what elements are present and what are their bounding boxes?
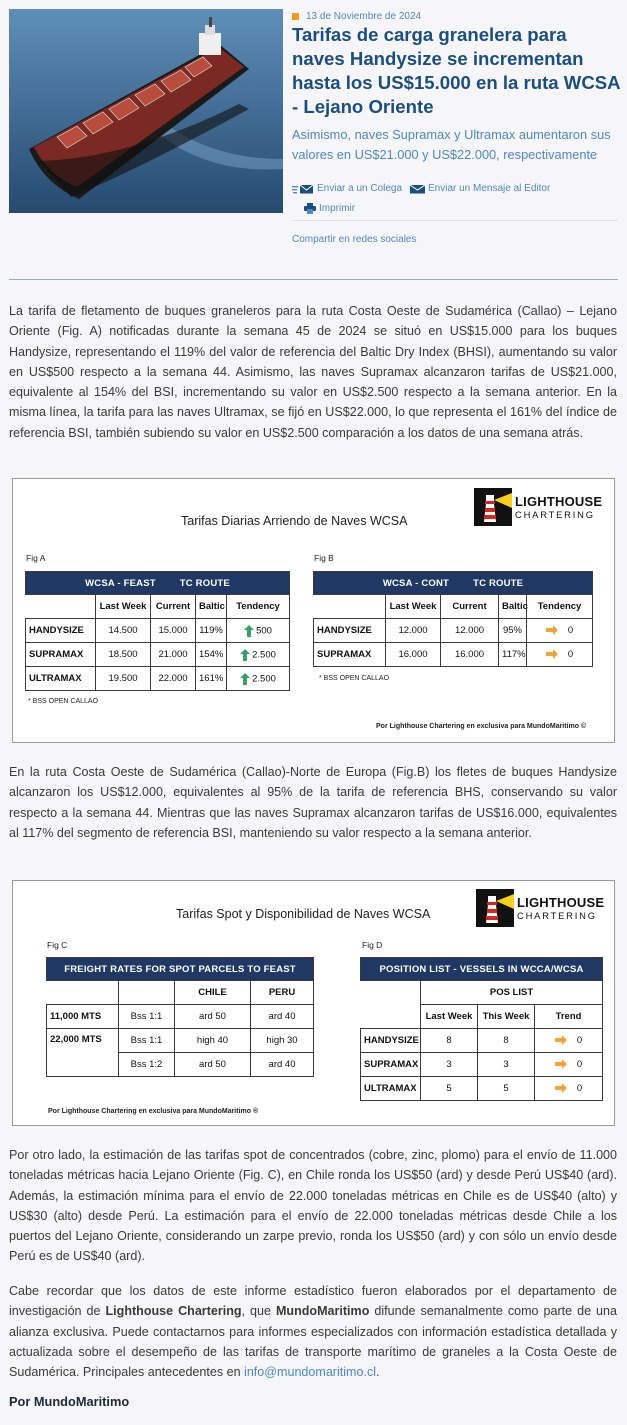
divider [292, 220, 618, 221]
table-row: SUPRAMAX 3 3 0 [361, 1053, 603, 1077]
fig-b-note: * BSS OPEN CALLAO [319, 675, 390, 682]
right-arrow-icon [546, 625, 558, 635]
col-header: This Week [478, 1005, 535, 1029]
contact-email-link[interactable]: info@mundomaritimo.cl [244, 1365, 377, 1380]
article-hero-image [9, 9, 283, 213]
right-arrow-icon [546, 649, 558, 659]
send-to-colleague-link[interactable] [292, 183, 402, 194]
share-social-link[interactable]: Compartir en redes sociales [292, 234, 417, 245]
up-arrow-icon [244, 625, 254, 637]
fig-a-note: * BSS OPEN CALLAO [28, 698, 99, 705]
col-header: Last Week [96, 595, 151, 619]
logo-subname: CHARTERING [517, 909, 597, 921]
table-row: ULTRAMAX 5 5 0 [361, 1077, 603, 1101]
col-header: Baltic [499, 595, 527, 619]
article-byline: Por MundoMaritimo [9, 1394, 130, 1409]
panel-credit: Por Lighthouse Chartering en exclusiva para MundoMaritimo © [376, 723, 587, 730]
figure-panel-spot-rates [12, 880, 615, 1126]
send-colleague-label: Enviar a un Colega [317, 183, 403, 194]
bulk-carrier-ship-image [9, 9, 283, 213]
logo-name: LIGHTHOUSE [517, 894, 605, 910]
logo-name: LIGHTHOUSE [515, 493, 603, 509]
col-header: Baltic [196, 595, 227, 619]
pos-list-group: POS LIST [421, 981, 603, 1005]
table-row: ULTRAMAX 19.500 22.000 161% 2.500 [26, 667, 290, 691]
table-row: SUPRAMAX 18.500 21.000 154% 2.500 [26, 643, 290, 667]
logo-subname: CHARTERING [515, 508, 595, 520]
fig-c-header: FREIGHT RATES FOR SPOT PARCELS TO FEAST [47, 958, 314, 981]
fig-b-label: Fig B [314, 553, 334, 563]
envelope-icon [410, 184, 425, 194]
table-row: HANDYSIZE 12.000 12.000 95% 0 [314, 619, 593, 643]
printer-icon [304, 203, 316, 214]
col-header: Last Week [386, 595, 441, 619]
col-header: Last Week [421, 1005, 478, 1029]
table-row: HANDYSIZE 14.500 15.000 119% 500 [26, 619, 290, 643]
lighthouse-chartering-logo [474, 488, 602, 526]
print-link[interactable] [304, 203, 355, 214]
print-label: Imprimir [319, 203, 356, 214]
body-paragraph-3: Por otro lado, la estimación de las tarifas spot de concentrados (cobre, zinc, plomo) para el envío de 11.000 toneladas métricas hacia Lejano Oriente (Fig. C), en Chile ronda los US$50 (ard) y desde Perú US$40 (ard). Además, la estimación mínima para el envío de 22.000 toneladas métricas en Chile es de US$40 (alto) y US$30 (alto) desde Perú. La estimación para el envío de 22.000 toneladas métricas desde Chile a los puertos del Lejano Oriente, considerando un zarpe previo, ronda los US$50 (ard) y con sólo un envío desde Perú es de US$40 (ard). [9, 1148, 617, 1264]
col-header: Tendency [227, 595, 290, 619]
fig-a-header: WCSA - FEAST TC ROUTE [26, 572, 290, 595]
right-arrow-icon [555, 1083, 567, 1093]
panel-title: Tarifas Spot y Disponibilidad de Naves WCSA [176, 907, 431, 921]
right-arrow-icon [555, 1059, 567, 1069]
send-colleague-icon [292, 184, 314, 194]
lighthouse-chartering-name: Lighthouse Chartering [105, 1304, 242, 1319]
lighthouse-chartering-logo [476, 889, 604, 927]
article-title: Tarifas de carga granelera para naves Handysize se incrementan hasta los US$15.000 en la ruta WCSA - Lejano Oriente [292, 24, 620, 117]
right-arrow-icon [555, 1035, 567, 1045]
panel-title: Tarifas Diarias Arriendo de Naves WCSA [181, 514, 408, 528]
col-header: CHILE [175, 981, 251, 1005]
table-row: SUPRAMAX 16.000 16.000 117% 0 [314, 643, 593, 667]
col-header: Tendency [527, 595, 593, 619]
col-header: Trend [535, 1005, 603, 1029]
send-to-editor-link[interactable] [410, 183, 550, 194]
fig-a-table [25, 571, 290, 691]
article-subtitle: Asimismo, naves Supramax y Ultramax aumentaron sus valores en US$21.000 y US$22.000, respectivamente [292, 127, 611, 162]
up-arrow-icon [240, 673, 250, 685]
col-header: PERU [251, 981, 314, 1005]
body-paragraph-2: En la ruta Costa Oeste de Sudamérica (Callao)-Norte de Europa (Fig.B) los fletes de buques Handysize alcanzaron los US$12.000, equivalentes al 95% de la tarifa de referencia BHS, conservando su valor respecto a la semana 44. Mientras que las naves Supramax alcanzaron tarifas de US$16.000, equivalentes al 117% del segmento de referencia BSI, manteniendo su valor respecto a la semana anterior. [9, 765, 617, 840]
lighthouse-logo-icon [476, 889, 514, 927]
fig-c-table [46, 957, 314, 1077]
fig-d-table [360, 957, 603, 1101]
date-marker-icon [292, 13, 299, 20]
table-row: 11,000 MTS Bss 1:1 ard 50 ard 40 [47, 1005, 314, 1029]
lighthouse-logo-icon [474, 488, 512, 526]
date-text: 13 de Noviembre de 2024 [306, 11, 422, 22]
content-divider [9, 279, 618, 280]
table-row: HANDYSIZE 8 8 0 [361, 1029, 603, 1053]
send-editor-label: Enviar un Mensaje al Editor [428, 183, 551, 194]
figure-panel-daily-rates [12, 478, 615, 743]
fig-c-label: Fig C [47, 940, 68, 950]
fig-d-label: Fig D [362, 940, 383, 950]
fig-b-table [313, 571, 593, 667]
col-header: Current [151, 595, 196, 619]
fig-d-header: POSITION LIST - VESSELS IN WCCA/WCSA [361, 958, 603, 981]
table-row: 22,000 MTS Bss 1:1 high 40 high 30 [47, 1029, 314, 1053]
table-row: Bss 1:2 ard 50 ard 40 [47, 1053, 314, 1077]
col-header: Current [441, 595, 499, 619]
body-paragraph-4: Cabe recordar que los datos de este informe estadístico fueron elaborados por el departamento de investigación de Lighthouse Chartering, que MundoMaritimo difunde semanalmente como parte de una alianza exclusiva. Puede contactarnos para informes especializados con información estadística detallada y actualizada sobre el desempeño de las tarifas de transporte marítimo de graneles a la Costa Oeste de Sudamérica. Principales antecedentes en info@mundomaritimo.cl. [9, 1284, 617, 1380]
up-arrow-icon [240, 649, 250, 661]
body-paragraph-1: La tarifa de fletamento de buques graneleros para la ruta Costa Oeste de Sudamérica (Callao) – Lejano Oriente (Fig. A) notificadas durante la semana 45 de 2024 se situó en US$15.000 para los buques Handysize, representando el 119% del valor de referencia del Baltic Dry Index (BHSI), aumentando su valor en US$500 respecto a la semana 44. Asimismo, las naves Supramax alcanzaron tarifas de US$21.000, equivalente al 154% del BSI, incrementando su valor en US$2.500 respecto a la semana anterior. En la misma línea, la tarifa para las naves Ultramax, se fijó en US$22.000, lo que representa el 161% del índice de referencia BSI, también subiendo su valor en US$2.500 comparación a los datos de una semana atrás. [9, 304, 617, 440]
fig-a-label: Fig A [26, 553, 46, 563]
fig-b-header: WCSA - CONT TC ROUTE [314, 572, 593, 595]
article-date [292, 11, 421, 22]
panel-credit: Por Lighthouse Chartering en exclusiva para MundoMaritimo ® [48, 1108, 259, 1115]
mundomaritimo-name: MundoMaritimo [275, 1304, 370, 1319]
